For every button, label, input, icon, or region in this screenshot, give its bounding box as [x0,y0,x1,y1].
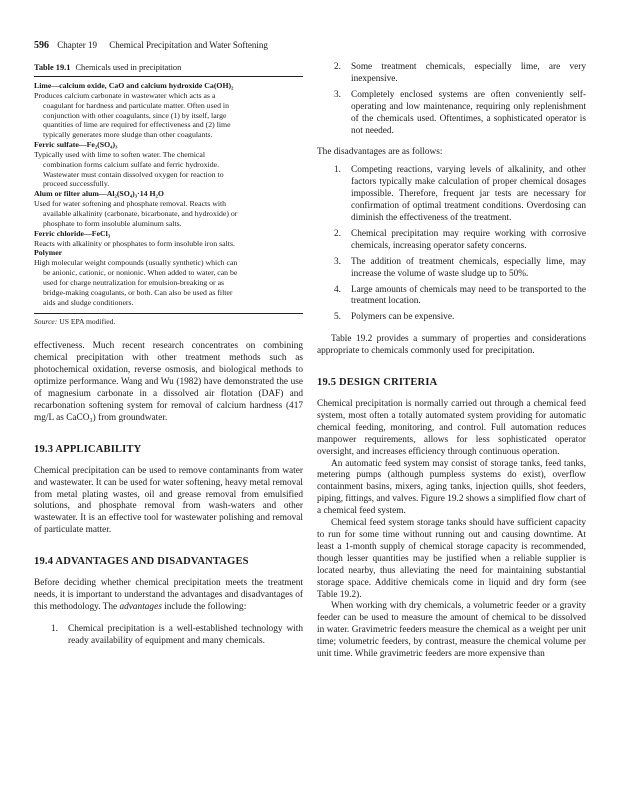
table-source-text: US EPA modified. [59,317,116,327]
applicability-paragraph: Chemical precipitation can be used to remove contaminants from water and wastewater. It can be used for water softening, heavy metal removal from metal plating wastes, oil and grease removal from emulsified solutions, and phosphate removal from wash-waters and other wastewater. It is an effective tool for wastewater polishing and removal of particulate matter. [34,465,303,536]
table-entry [34,229,303,249]
section-heading-design-criteria: 19.5 DESIGN CRITERIA [317,377,438,389]
table-entry [34,140,303,189]
table-body [34,77,303,314]
table-entry-text: Reacts with alkalinity or phosphates to form insoluble iron salts. [34,238,235,248]
design-paragraph: Chemical precipitation is normally carried out through a chemical feed system, most often a totally automated system providing for automatic chemical feeding, monitoring, and control. Full automation reduces manpower requirements, allows for less sophisticated operator oversight, and increases efficiency through continuous operation. [317,399,586,457]
intro-paragraph: effectiveness. Much recent research concentrates on combining chemical precipitation with other treatment methods such as photochemical oxidation, reverse osmosis, and biological methods to optimize performance. Wang and Wu (1982) have demonstrated the use of magnesium carbonate in a dissolved air flotation (DAF) and recarbonation softening system for removal of calcium hardness (417 mg/L as CaCO₃) from groundwater. [34,341,303,423]
disadvantages-intro: The disadvantages are as follows: [317,147,443,158]
table-caption [34,62,303,77]
design-paragraph: Chemical feed system storage tanks should have sufficient capacity to run for some time without running out and causing downtime. At least a 1-month supply of chemical storage capacity is recommended, though lesser quantities may be justified when a reliable supplier is located nearby, thus alleviating the need for maintaining substantial storage space. Additive chemicals come in liquid and dry form (see Table 19.2). [317,518,586,600]
left-column [34,62,303,652]
advantages-list [34,624,303,648]
design-paragraph: An automatic feed system may consist of storage tanks, feed tanks, metering pumps (although pumpless systems do exist), overflow containment basins, mixers, aging tanks, injection quills, shot feeders, piping, fittings, and valves. Figure 19.2 shows a simplified flow chart of a chemical feed system. [317,458,586,517]
table-caption-text: Chemicals used in precipitation [75,63,182,72]
list-item: 2. Some treatment chemicals, especially lime, are very inexpensive. [334,62,586,84]
table-entry-heading: Alum or filter alum—Al₂(SO₄)₃·14 H₂O [34,189,164,199]
list-item: 1. Chemical precipitation is a well-established technology with ready availability of equipment and many chemicals. [51,623,303,646]
advantages-intro-paragraph: Before deciding whether chemical precipitation meets the treatment needs, it is important to understand the advantages and disadvantages of this methodology. The advantages include the following: [34,578,303,612]
table-reference-paragraph: Table 19.2 provides a summary of properties and considerations appropriate to chemicals commonly used for precipitation. [317,334,586,357]
running-header [34,40,594,51]
list-item: 3. Completely enclosed systems are often conveniently self-operating and low maintenance, requiring only replenishment of the chemicals used. Oftentimes, a sophisticated operator is not needed. [334,89,586,136]
advantages-list-continued [317,62,586,137]
table-entry-text: Typically used with lime to soften water. The chemical combination forms calcium sulfate and ferric hydroxide. Wastewater must contain dissolved oxygen for reaction to proceed successfully. [34,149,224,189]
chapter-label: Chapter 19 [57,40,97,50]
table-entry-heading: Lime—calcium oxide, CaO and calcium hydroxide Ca(OH)₂ [34,81,234,90]
table-entry-text: Produces calcium carbonate in wastewater which acts as a coagulant for hardness and particulate matter. Often used in conjunction with other coagulants, since (1) by itself, large quantities of lime are required for effectiveness and (2) lime typically generates more sludge than other coagulants. [34,91,231,140]
right-column [317,62,586,661]
table-entry [34,81,303,140]
disadvantages-list [317,165,586,324]
table-entry [34,189,303,228]
table-entry-heading: Ferric sulfate—Fe₂(SO₄)₃ [34,139,118,149]
table-entry-text: High molecular weight compounds (usually synthetic) which can be anionic, cationic, or nonionic. When added to water, can be used for charge neutralization for emulsion-breaking or as bridge-making coagulants, or both. Can also be used as filter aids and sludge conditioners. [34,258,238,307]
table-source-label: Source: [34,317,58,327]
table-entry-heading: Polymer [34,248,63,258]
section-heading-applicability: 19.3 APPLICABILITY [34,443,142,455]
list-item: 3. The addition of treatment chemicals, especially lime, may increase the volume of waste sludge up to 50%. [334,256,586,279]
list-item: 5. Polymers can be expensive. [334,312,455,323]
list-item: 4. Large amounts of chemicals may need to be transported to the treatment location. [334,284,586,307]
list-item: 2. Chemical precipitation may require working with corrosive chemicals, increasing operator safety concerns. [334,228,586,251]
chapter-title: Chemical Precipitation and Water Softening [109,40,268,50]
page-number: 596 [34,40,49,51]
table-entry-heading: Ferric chloride—FeCl₃ [34,228,111,238]
table-label: Table 19.1 [34,63,71,72]
list-item: 1. Competing reactions, varying levels of alkalinity, and other factors typically make calculation of proper chemical dosages impossible. Therefore, frequent jar tests are necessary for confirmation of optimal treatment conditions. Overdosing can diminish the effectiveness of the treatment. [334,165,586,223]
table-entry [34,248,303,307]
design-paragraph: When working with dry chemicals, a volumetric feeder or a gravity feeder can be used to measure the amount of chemical to be dissolved in water. Gravimetric feeders measure the chemical as a weight per unit time; volumetric feeders, by contrast, measure the chemical volume per unit time. While gravimetric feeders are more expensive than [317,601,586,660]
section-heading-advantages-disadvantages: 19.4 ADVANTAGES AND DISADVANTAGES [34,556,249,568]
table-entry-text: Used for water softening and phosphate removal. Reacts with available alkalinity (carbonate, bicarbonate, and hydroxide) or phosphate to form insoluble aluminum salts. [34,199,238,228]
emphasis-advantages: advantages [119,601,162,612]
table-source [34,317,303,327]
